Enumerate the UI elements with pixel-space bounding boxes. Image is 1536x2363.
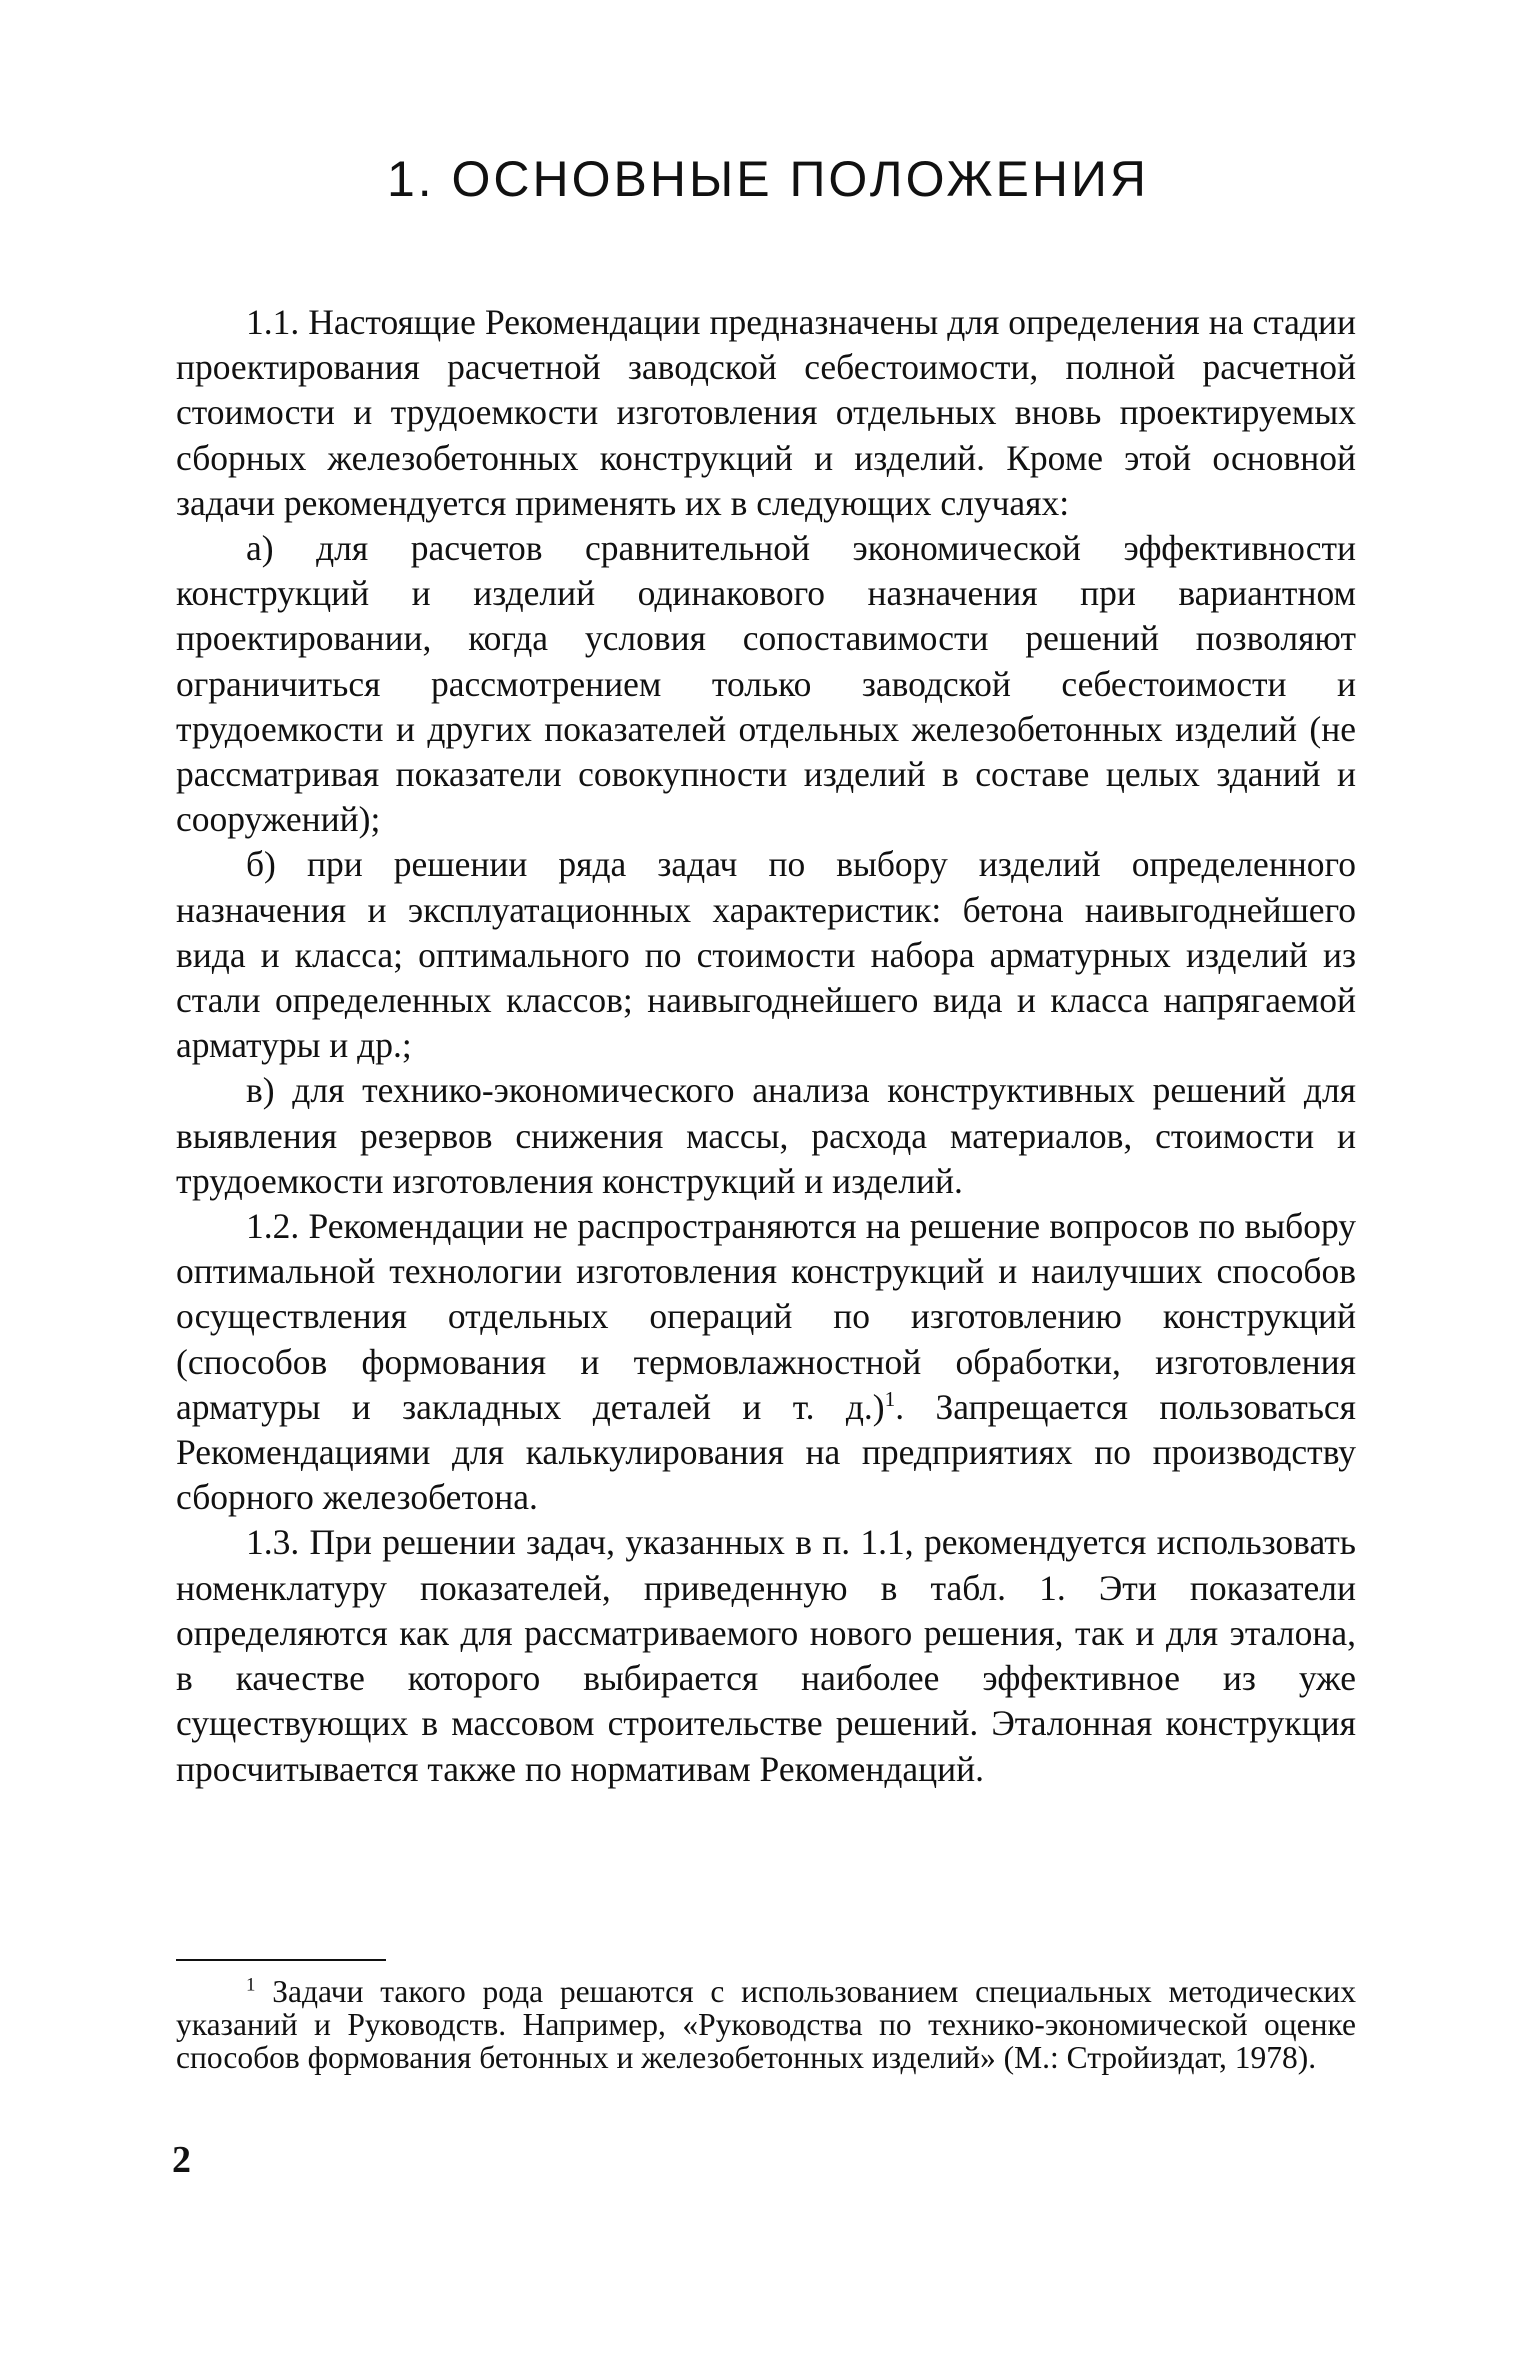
- page-number: 2: [172, 2139, 191, 2181]
- paragraph-1-3: 1.3. При решении задач, указанных в п. 1.1, рекомендуется использовать номенклатуру показателей, приведенную в табл. 1. Эти показатели определяются как для рассматриваемого нового решения, так и для эталона, в качестве которого выбирается наиболее эффективное из уже существующих в массовом строительстве решений. Эталонная конструкция просчитывается также по нормативам Рекомендаций.: [176, 1522, 1356, 1789]
- paragraph-1-2-text-end: . Запрещается пользоваться Рекомендациями для калькулирования на предприятиях по производству сборного железобетона.: [176, 1386, 1356, 1518]
- paragraph-item-a: а) для расчетов сравнительной экономической эффективности конструкций и изделий одинакового назначения при вариантном проектировании, когда условия сопоставимости решений позволяют ограничиться рассмотрением только заводской себестоимости и трудоемкости и других показателей отдельных железобетонных изделий (не рассматривая показатели совокупности изделий в составе целых зданий и сооружений);: [176, 528, 1356, 840]
- section-heading: 1. ОСНОВНЫЕ ПОЛОЖЕНИЯ: [386, 151, 1150, 207]
- paragraph-1-2-text-start: 1.2. Рекомендации не распространяются на решение вопросов по выбору оптимальной технологии изготовления конструкций и наилучших способов осуществления отдельных операций по изготовлению конструкций (способов формования и термовлажностной обработки, изготовления арматуры и закладных деталей и т. д.): [176, 1206, 1356, 1427]
- footnote-separator: [176, 1959, 386, 1961]
- footnote-marker: 1: [246, 1974, 256, 1996]
- paragraph-1-2: [176, 1204, 1356, 1520]
- footnote-reference: 1: [884, 1387, 896, 1412]
- footnote-text: Задачи такого рода решаются с использованием специальных методических указаний и Руководств. Например, «Руководства по технико-экономической оценке способов формования бетонных и железобетонных изделий» (М.: Стройиздат, 1978).: [176, 1974, 1356, 2075]
- paragraph-item-c: в) для технико-экономического анализа конструктивных решений для выявления резервов снижения массы, расхода материалов, стоимости и трудоемкости изготовления конструкций и изделий.: [176, 1070, 1356, 1201]
- footnote: [176, 1975, 1356, 2074]
- paragraph-item-b: б) при решении ряда задач по выбору изделий определенного назначения и эксплуатационных характеристик: бетона наивыгоднейшего вида и класса; оптимального по стоимости набора арматурных изделий из стали определенных классов; наивыгоднейшего вида и класса напрягаемой арматуры и др.;: [176, 844, 1356, 1066]
- paragraph-1-1: 1.1. Настоящие Рекомендации предназначены для определения на стадии проектирования расчетной заводской себестоимости, полной расчетной стоимости и трудоемкости изготовления отдельных вновь проектируемых сборных железобетонных конструкций и изделий. Кроме этой основной задачи рекомендуется применять их в следующих случаях:: [176, 302, 1356, 523]
- body-text: [176, 300, 1356, 1792]
